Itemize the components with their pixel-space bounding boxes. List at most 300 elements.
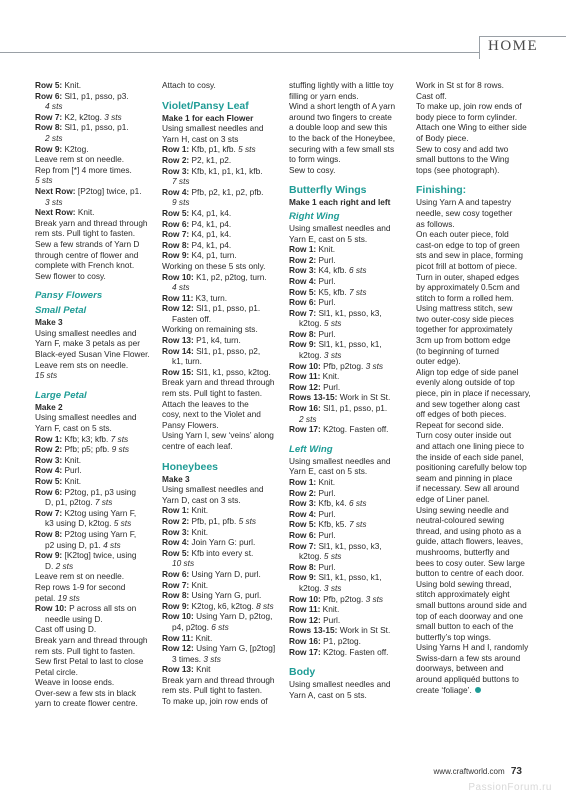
instruction-row <box>162 569 284 580</box>
line-text: Turn in outer, shaped edges <box>416 271 520 282</box>
text-line <box>35 175 153 186</box>
row-label: Row 14: <box>162 345 194 356</box>
row-label: Row 5: <box>289 286 317 297</box>
row-label: Row 9: <box>289 339 317 350</box>
line-text: tops (see photograph). <box>416 164 500 175</box>
row-instruction: Using Yarn G, [p2tog] <box>193 643 276 654</box>
row-label: Row 4: <box>162 537 190 548</box>
text-line <box>162 441 284 452</box>
line-text: Sew first Petal to last to close <box>35 656 144 667</box>
row-label: Row 6: <box>162 568 190 579</box>
row-label: Row 7: <box>162 579 190 590</box>
text-line <box>162 484 284 495</box>
instruction-row <box>289 530 411 541</box>
row-instruction: K2tog using Yarn F, <box>62 507 137 518</box>
instruction-row <box>162 590 284 601</box>
text-line <box>35 635 153 646</box>
row-label: Row 4: <box>289 275 317 286</box>
text-line <box>416 473 540 484</box>
row-instruction: K2, k2tog. <box>62 111 105 122</box>
row-instruction: K3, turn. <box>193 292 228 303</box>
stitch-count: 5 sts <box>113 518 132 529</box>
row-instruction: P2tog, p1, p3 using <box>62 486 137 497</box>
row-instruction: Knit. <box>320 604 340 615</box>
line-text: 10 sts <box>172 558 195 569</box>
text-line <box>416 122 540 133</box>
text-line <box>289 234 411 245</box>
text-line <box>416 346 540 357</box>
line-text: Sew to cosy and add two <box>416 143 509 154</box>
text-line <box>162 409 284 420</box>
line-text: Yarn D, cast on 3 sts. <box>162 494 241 505</box>
row-label: Row 2: <box>162 515 190 526</box>
line-text: Make 3 <box>35 317 63 328</box>
line-text: centre of each leaf. <box>162 441 233 451</box>
line-text: Make 1 each right and left <box>289 197 391 208</box>
line-text: k2tog. <box>299 551 324 562</box>
line-text: To make up, join row ends of <box>416 101 522 112</box>
row-instruction: Pfb; p5; pfb. <box>62 444 112 455</box>
text-column-2 <box>162 80 284 707</box>
row-label: Next Row: <box>35 207 76 218</box>
instruction-row <box>162 250 284 261</box>
instruction-row <box>35 603 153 614</box>
line-text: rem sts. Pull tight to fasten. <box>162 388 263 399</box>
row-instruction: Using Yarn G, purl. <box>189 590 262 601</box>
stitch-count: 3 sts <box>323 350 342 361</box>
instruction-row <box>162 187 284 198</box>
line-text: 3 sts <box>45 196 63 207</box>
line-text: filling or yarn ends. <box>289 90 359 101</box>
line-text: Align top edge of side panel <box>416 366 519 377</box>
text-line <box>162 314 284 325</box>
line-text: Attach one Wing to either side <box>416 122 527 133</box>
section-tab <box>479 36 566 59</box>
footer-site: www.craftworld.com <box>433 767 505 776</box>
text-line <box>35 646 153 657</box>
section-heading: Violet/Pansy Leaf <box>162 99 249 112</box>
line-text: Break yarn and thread through <box>162 377 275 388</box>
row-label: Row 9: <box>162 250 190 261</box>
row-instruction: Purl. <box>316 529 336 540</box>
line-text: bees to cosy outer. Sew large <box>416 557 525 568</box>
row-label: Row 4: <box>289 508 317 519</box>
line-text: Yarn E, cast on 5 sts. <box>289 233 368 244</box>
text-line <box>162 377 284 388</box>
text-line <box>35 561 153 572</box>
line-text: positioning carefully below top <box>416 462 527 473</box>
line-text: Cast off using D. <box>35 624 97 635</box>
text-line <box>289 414 411 425</box>
line-text: Over-sew a few sts in black <box>35 687 136 698</box>
line-text: Yarn A, cast on 5 sts. <box>289 689 367 700</box>
instruction-row <box>35 434 153 445</box>
row-label: Row 12: <box>289 614 321 625</box>
line-text: Rep from [*] 4 more times. <box>35 164 132 175</box>
row-instruction: Kfb, k1, p1, k1, kfb. <box>189 165 263 176</box>
text-line <box>416 462 540 473</box>
text-line <box>35 624 153 635</box>
stitch-count: 5 sts <box>323 318 342 329</box>
line-text: rem sts. Pull tight to fasten. <box>162 685 263 696</box>
instruction-row <box>162 208 284 219</box>
spacer <box>35 381 153 387</box>
line-text: Yarn H, cast on 3 sts <box>162 133 239 144</box>
text-line <box>416 526 540 537</box>
row-instruction: Purl. <box>316 275 336 286</box>
text-line <box>289 133 411 144</box>
row-label: Row 7: <box>289 540 317 551</box>
row-label: Row 16: <box>289 403 321 414</box>
instruction-row <box>162 633 284 644</box>
instruction-row <box>289 541 411 552</box>
row-instruction: Join Yarn G: purl. <box>189 537 256 548</box>
line-text: small buttons around side and <box>416 599 527 610</box>
instruction-row <box>162 272 284 283</box>
line-text: Turn cosy outer inside out <box>416 430 512 441</box>
text-line <box>35 698 153 709</box>
row-instruction: Purl. <box>62 465 82 476</box>
row-instruction: Sl1, p1, psso, p3. <box>62 90 129 101</box>
instruction-row <box>162 537 284 548</box>
line-text: D. <box>45 560 56 571</box>
text-line <box>162 622 284 633</box>
text-line <box>416 642 540 653</box>
line-text: Yarn E, cast on 5 sts. <box>289 466 368 477</box>
text-line <box>416 144 540 155</box>
row-label: Row 10: <box>35 603 67 614</box>
line-text: two outer-cosy side pieces <box>416 313 514 324</box>
instruction-row <box>162 611 284 622</box>
line-text: petal. <box>35 592 58 603</box>
line-text: through centre of flower and <box>35 249 139 260</box>
row-instruction: Pfb, p1, pfb. <box>189 515 239 526</box>
line-text: Fasten off. <box>172 313 212 324</box>
text-line <box>162 696 284 707</box>
text-line <box>162 113 284 124</box>
text-line <box>162 430 284 441</box>
line-text: small button to each of the <box>416 621 514 632</box>
line-text: Using sewing needle and <box>416 504 509 515</box>
row-instruction: P1, p2tog. <box>320 635 361 646</box>
text-line <box>35 423 153 434</box>
line-text: 7 sts <box>172 176 190 187</box>
row-instruction: Using Yarn D, purl. <box>189 568 261 579</box>
line-text: Leave rem st on needle. <box>35 154 125 165</box>
spacer <box>162 452 284 458</box>
text-line <box>162 399 284 410</box>
line-text: Weave in loose ends. <box>35 677 115 688</box>
instruction-row <box>289 308 411 319</box>
instruction-row <box>35 80 153 91</box>
stitch-count: 5 sts <box>238 144 256 155</box>
instruction-row <box>289 519 411 530</box>
line-text: of Body piece. <box>416 132 469 143</box>
line-text: Petal circle. <box>35 666 78 677</box>
row-instruction: K2tog. Fasten off. <box>320 424 389 435</box>
text-line <box>35 317 153 328</box>
row-instruction: Knit. <box>189 579 209 590</box>
text-line <box>35 688 153 699</box>
text-line <box>35 518 153 529</box>
row-instruction: P2, k1, p2. <box>189 154 232 165</box>
row-label: Row 8: <box>289 328 317 339</box>
stitch-count: 2 sts <box>55 560 74 571</box>
instruction-row <box>289 361 411 372</box>
row-instruction: Kfb, p1, kfb. <box>189 144 239 155</box>
text-line <box>416 452 540 463</box>
text-line <box>416 621 540 632</box>
text-line <box>416 441 540 452</box>
instruction-row <box>162 664 284 675</box>
text-line <box>416 483 540 494</box>
text-line <box>162 654 284 665</box>
line-text: Using bold sewing thread, <box>416 578 512 589</box>
instruction-row <box>162 229 284 240</box>
text-line <box>289 144 411 155</box>
line-text: small buttons to the Wing <box>416 154 510 165</box>
line-text: neutral-coloured sewing <box>416 515 505 526</box>
row-instruction: K2tog. <box>62 143 89 154</box>
text-line <box>35 370 153 381</box>
row-instruction: P1, k4, turn. <box>193 335 241 346</box>
line-text: Repeat for second side. <box>416 419 504 430</box>
row-instruction: Sl1, p1, psso, p1. <box>62 122 129 133</box>
text-line <box>289 551 411 562</box>
instruction-row <box>162 505 284 516</box>
row-label: Row 1: <box>289 244 317 255</box>
row-label: Row 11: <box>289 604 321 615</box>
text-line <box>416 377 540 388</box>
instruction-row <box>289 572 411 583</box>
line-text: 3cm up from bottom edge <box>416 335 511 346</box>
line-text: Sew a few strands of Yarn D <box>35 238 140 249</box>
line-text: 2 sts <box>299 413 317 424</box>
row-label: Row 4: <box>162 186 190 197</box>
text-line <box>416 589 540 600</box>
text-line <box>289 583 411 594</box>
instruction-row <box>289 625 411 636</box>
text-line <box>162 197 284 208</box>
row-instruction: K4, p1, turn. <box>189 250 237 261</box>
line-text: yarn to create flower centre. <box>35 698 138 709</box>
row-label: Row 10: <box>162 271 194 282</box>
row-label: Row 10: <box>289 360 321 371</box>
instruction-row <box>289 509 411 520</box>
stitch-count: 9 sts <box>111 444 130 455</box>
row-instruction: Sl1, k1, psso, k2tog. <box>193 366 271 377</box>
text-line <box>162 282 284 293</box>
stitch-count: 3 sts <box>323 582 342 593</box>
text-line <box>416 505 540 516</box>
instruction-row <box>289 265 411 276</box>
instruction-row <box>162 580 284 591</box>
text-line <box>416 80 540 91</box>
text-line <box>416 399 540 410</box>
row-instruction: Pfb, p2tog. <box>320 593 366 604</box>
row-label: Row 2: <box>35 444 63 455</box>
line-text: and sew together along cast <box>416 398 520 409</box>
row-label: Row 17: <box>289 424 321 435</box>
row-instruction: Sl1, k1, psso, k1, <box>316 339 382 350</box>
line-text: guide, attach flowers, leaves, <box>416 536 523 547</box>
row-label: Row 3: <box>35 454 63 465</box>
row-label: Row 1: <box>162 144 190 155</box>
section-heading: Finishing: <box>416 184 467 197</box>
end-mark-icon <box>475 687 481 693</box>
row-instruction: Knit. <box>189 526 209 537</box>
row-instruction: Knit <box>193 664 211 675</box>
instruction-row <box>289 371 411 382</box>
line-text: to the back of the Honeybee, <box>289 132 396 143</box>
row-label: Row 9: <box>35 143 63 154</box>
watermark: PassionForum.ru <box>468 782 552 793</box>
row-label: Row 3: <box>162 165 190 176</box>
stitch-count: 7 sts <box>94 497 113 508</box>
text-line <box>162 685 284 696</box>
row-instruction: Knit. <box>193 632 213 643</box>
row-label: Row 1: <box>162 505 190 516</box>
row-label: Row 13: <box>162 664 194 675</box>
text-line <box>416 133 540 144</box>
row-label: Row 5: <box>35 80 63 90</box>
text-line <box>416 335 540 346</box>
text-line <box>35 260 153 271</box>
line-text: as follows. <box>416 218 455 229</box>
row-instruction: Sl1, p1, psso, p2, <box>193 345 261 356</box>
text-line <box>35 349 153 360</box>
text-line <box>289 318 411 329</box>
line-text: Working on remaining sts. <box>162 324 258 335</box>
instruction-row <box>162 303 284 314</box>
text-line <box>162 558 284 569</box>
row-label: Row 17: <box>289 646 321 657</box>
row-instruction: [K2tog] twice, using <box>62 550 137 561</box>
line-text: To make up, join row ends of <box>162 696 268 707</box>
row-label: Row 6: <box>289 297 317 308</box>
stitch-count: 7 sts <box>348 286 367 297</box>
row-label: Row 1: <box>35 433 63 444</box>
text-line <box>162 324 284 335</box>
line-text: Rep rows 1-9 for second <box>35 581 126 592</box>
text-line <box>35 614 153 625</box>
text-line <box>289 80 411 91</box>
line-text: together for approximately <box>416 324 513 335</box>
line-text: Break yarn and thread through <box>35 634 148 645</box>
line-text: stuffing lightly with a little toy <box>289 80 394 90</box>
row-instruction: K2tog. Fasten off. <box>320 646 389 657</box>
line-text: k2tog. <box>299 350 324 361</box>
text-line <box>162 675 284 686</box>
instruction-row <box>162 335 284 346</box>
instruction-row <box>289 276 411 287</box>
row-label: Row 15: <box>162 366 194 377</box>
stitch-count: 6 sts <box>348 265 367 276</box>
instruction-row <box>35 465 153 476</box>
text-line <box>35 677 153 688</box>
text-line <box>416 219 540 230</box>
line-text: top of each doorway and one <box>416 610 524 621</box>
row-label: Row 1: <box>289 477 317 487</box>
page-number: 73 <box>510 766 522 777</box>
text-line <box>162 420 284 431</box>
row-label: Row 9: <box>162 600 190 611</box>
text-line <box>416 568 540 579</box>
line-text: doorways, between and <box>416 663 504 674</box>
section-heading: Pansy Flowers <box>35 290 103 302</box>
instruction-row <box>35 112 153 123</box>
row-instruction: Knit. <box>75 207 95 218</box>
text-line <box>416 663 540 674</box>
row-instruction: Purl. <box>316 508 336 519</box>
line-text: Cast off. <box>416 90 447 101</box>
spacer <box>289 175 411 181</box>
text-line <box>416 282 540 293</box>
text-line <box>162 261 284 272</box>
line-text: mushrooms, butterfly and <box>416 546 510 557</box>
line-text: Using smallest needles and <box>35 412 137 423</box>
row-instruction: K1, p2, p2tog, turn. <box>193 271 267 282</box>
row-label: Row 6: <box>289 529 317 540</box>
text-line <box>35 656 153 667</box>
line-text: Black-eyed Susan Vine Flower. <box>35 349 150 360</box>
instruction-row <box>162 166 284 177</box>
text-line <box>416 208 540 219</box>
line-text: cosy, next to the Violet and <box>162 409 261 420</box>
text-line <box>289 112 411 123</box>
text-line <box>416 272 540 283</box>
line-text: around two fingers to create <box>289 111 392 122</box>
row-instruction: Pfb, p2, k1, p2, pfb. <box>189 186 264 197</box>
text-line <box>35 360 153 371</box>
instruction-row <box>162 643 284 654</box>
instruction-row <box>289 287 411 298</box>
text-line <box>416 536 540 547</box>
text-line <box>35 218 153 229</box>
row-label: Row 12: <box>162 303 194 314</box>
line-text: k1, turn. <box>172 356 202 367</box>
row-instruction: P4, k1, p4. <box>189 239 232 250</box>
row-label: Row 12: <box>289 381 321 392</box>
instruction-row <box>289 297 411 308</box>
row-label: Row 7: <box>35 507 63 518</box>
instruction-row <box>289 477 411 488</box>
text-line <box>162 176 284 187</box>
row-label: Row 3: <box>289 265 317 276</box>
row-label: Row 5: <box>162 207 190 218</box>
instruction-row <box>162 240 284 251</box>
row-label: Row 2: <box>289 487 317 498</box>
line-text: body piece to form cylinder. <box>416 111 517 122</box>
instruction-row <box>289 403 411 414</box>
row-label: Row 5: <box>162 547 190 558</box>
row-label: Row 3: <box>162 526 190 537</box>
instruction-row <box>162 367 284 378</box>
line-text: by approximately 0.5cm and <box>416 282 520 293</box>
row-instruction: Using Yarn D, p2tog, <box>193 611 273 622</box>
instruction-row <box>289 615 411 626</box>
line-text: evenly along outside of top <box>416 377 515 388</box>
text-line <box>416 600 540 611</box>
instruction-row <box>289 329 411 340</box>
row-label: Row 2: <box>289 254 317 265</box>
text-line <box>289 350 411 361</box>
row-label: Row 11: <box>289 371 321 382</box>
row-label: Row 5: <box>35 476 63 486</box>
row-instruction: K2tog, k6, k2tog. <box>189 600 257 611</box>
instruction-row <box>162 527 284 538</box>
line-text: Using smallest needles and <box>289 679 391 690</box>
